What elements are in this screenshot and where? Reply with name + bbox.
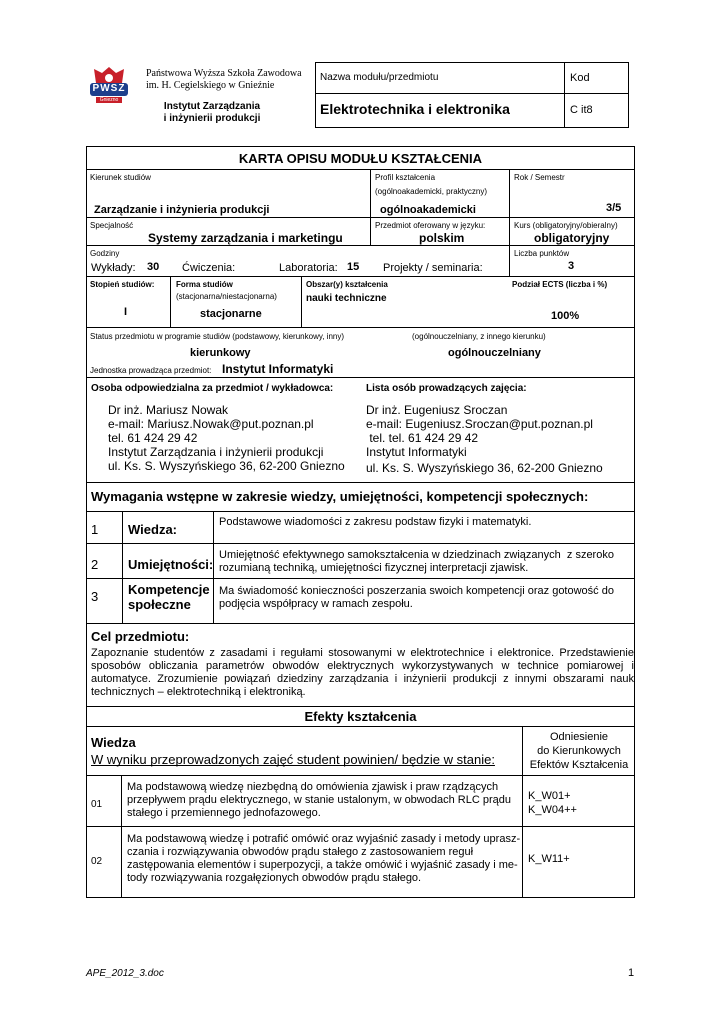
logo-subtext: Gniezno <box>99 97 119 103</box>
goal-line: automatyce. Zrozumienie powiązań dziedziny zarządzania i inżynierii produkcji z innymi obszarami nauk <box>91 673 634 685</box>
knowledge-intro <box>91 752 495 767</box>
responsible-institute: Instytut Zarządzania i inżynierii produkcji <box>108 445 324 459</box>
lectures-label: Wykłady: <box>91 262 136 274</box>
effects-title: Efekty kształcenia <box>304 709 417 724</box>
effect-line: Ma podstawową wiedzę niezbędną do omówienia zjawisk i praw rządzących <box>127 781 499 793</box>
responsible-phone: tel. 61 424 29 42 <box>108 431 198 445</box>
goal-title: Cel przedmiotu: <box>91 629 190 644</box>
requirement-text-line: rozumianą techniką, umiejętności fizycznej interpretacji zjawisk. <box>219 562 529 574</box>
area-label: Obszar(y) kształcenia <box>306 280 388 289</box>
profile-label-line1: Profil kształcenia <box>375 173 436 182</box>
effect-number: 02 <box>91 856 103 867</box>
teacher-email: e-mail: Eugeniusz.Sroczan@put.poznan.pl <box>366 417 593 431</box>
effect-text <box>127 781 511 820</box>
course-type-label: Kurs (obligatoryjny/obieralny) <box>514 221 618 230</box>
school-logo <box>86 63 132 105</box>
effect-number: 01 <box>91 799 103 810</box>
module-name: Elektrotechnika i elektronika <box>320 101 510 117</box>
goal-text <box>91 647 634 699</box>
degree-label: Stopień studiów: <box>90 280 155 289</box>
status-label: Status przedmiotu w programie studiów (podstawowy, kierunkowy, inny) <box>90 332 345 341</box>
study-form-label: Forma studiów <box>176 280 233 289</box>
study-form-value: stacjonarne <box>200 308 262 320</box>
ects-value: 100% <box>551 310 580 322</box>
knowledge-label: Wiedza <box>91 735 136 750</box>
points-value: 3 <box>568 260 575 272</box>
profile-label-line2: (ogólnoakademicki, praktyczny) <box>375 187 488 196</box>
hours-label: Godziny <box>90 249 120 258</box>
effect-line: zastępowania elementów i superpozycji, a także omówić i wyjaśnić zasady i me- <box>127 859 518 871</box>
effect-ref: K_W01+ <box>528 790 571 802</box>
module-code: C it8 <box>570 104 593 116</box>
teacher-details <box>366 403 603 475</box>
effect-refs <box>528 853 570 865</box>
knowledge-intro-text: W wyniku przeprowadzonych zajęć student powinien/ będzie w stanie: <box>91 752 495 767</box>
effect-text <box>127 833 520 885</box>
field-of-study-value: Zarządzanie i inżynieria produkcji <box>94 204 270 216</box>
requirement-label: Kompetencje <box>128 582 210 597</box>
responsible-email: e-mail: Mariusz.Nowak@put.poznan.pl <box>108 417 314 431</box>
requirements-title: Wymagania wstępne w zakresie wiedzy, umiejętności, kompetencji społecznych: <box>91 489 589 504</box>
institute-line2: i inżynierii produkcji <box>163 113 261 124</box>
lectures-value: 30 <box>147 261 160 273</box>
requirement-label: Umiejętności: <box>128 557 214 572</box>
teacher-address: ul. Ks. S. Wyszyńskiego 36, 62-200 Gniezno <box>366 461 603 475</box>
exercises-label: Ćwiczenia: <box>182 262 236 274</box>
lab-label: Laboratoria: <box>279 262 338 274</box>
goal-line: Zapoznanie studentów z zasadami i regułami stosowanymi w elektrotechnice i elektronice. Przedstawienie <box>91 647 634 659</box>
area-value: nauki techniczne <box>306 293 387 304</box>
teacher-institute: Instytut Informatyki <box>366 445 467 459</box>
unit-value: Instytut Informatyki <box>222 362 334 376</box>
requirement-number: 1 <box>91 522 99 537</box>
ects-label: Podział ECTS (liczba i %) <box>512 280 608 289</box>
goal-line: sposobów obliczania parametrów obwodów elektrycznych wykorzystywanych w technice pomiarowej i <box>91 660 634 672</box>
language-value: polskim <box>419 231 465 245</box>
specialization-label: Specjalność <box>90 221 134 230</box>
requirement-label: społeczne <box>128 597 191 612</box>
effect-refs <box>528 789 577 817</box>
requirement-number: 2 <box>91 557 99 572</box>
requirement-text-line: podjęcia współpracy w ramach zespołu. <box>219 598 413 610</box>
year-semester-label: Rok / Semestr <box>514 173 565 182</box>
unit-label: Jednostka prowadząca przedmiot: <box>90 366 212 375</box>
effect-line: stałego i przemiennego jednofazowego. <box>127 807 321 819</box>
reference-header-line: do Kierunkowych <box>537 745 621 757</box>
code-label: Kod <box>570 72 590 84</box>
reference-header-line: Odniesienie <box>549 731 609 743</box>
responsible-name: Dr inż. Mariusz Nowak <box>108 403 229 417</box>
logo-text: PWSZ <box>92 83 126 94</box>
institute-line1: Instytut Zarządzania <box>163 101 261 112</box>
lab-value: 15 <box>347 261 360 273</box>
teacher-name: Dr inż. Eugeniusz Sroczan <box>366 403 508 417</box>
teachers-label: Lista osób prowadzących zajęcia: <box>366 383 527 394</box>
responsible-label: Osoba odpowiedzialna za przedmiot / wykładowca: <box>91 383 334 394</box>
effect-line: czania i rozwiązywania obwodów prądu stałego z zastosowaniem reguł <box>127 846 474 858</box>
study-form-sublabel: (stacjonarna/niestacjonarna) <box>176 292 277 301</box>
requirement-number: 3 <box>91 589 99 604</box>
module-name-label: Nazwa modułu/przedmiotu <box>320 72 439 83</box>
status-value: kierunkowy <box>190 347 251 359</box>
course-type-value: obligatoryjny <box>534 231 610 245</box>
footer-page-number: 1 <box>628 967 635 979</box>
requirement-text-line: Umiejętność efektywnego samokształcenia w dziedzinach związanych z szeroko <box>219 549 614 561</box>
teacher-phone: tel. tel. 61 424 29 42 <box>366 431 479 445</box>
footer-filename: APE_2012_3.doc <box>86 968 164 979</box>
requirement-label: Wiedza: <box>128 522 177 537</box>
goal-line: technicznych – elektrotechniką i elektroniką. <box>91 686 306 698</box>
effect-ref: K_W04++ <box>528 804 577 816</box>
card-title: KARTA OPISU MODUŁU KSZTAŁCENIA <box>238 151 483 166</box>
school-name-line2: im. H. Cegielskiego w Gnieźnie <box>146 80 275 91</box>
effect-line: Ma podstawową wiedzę i potrafić omówić oraz wyjaśnić zasady i metody uprasz- <box>127 833 521 845</box>
school-name-line1: Państwowa Wyższa Szkoła Zawodowa <box>146 68 302 79</box>
field-of-study-label: Kierunek studiów <box>90 173 151 182</box>
degree-value: I <box>124 306 128 318</box>
status-value-2: ogólnouczelniany <box>448 347 541 359</box>
effect-ref: K_W11+ <box>528 853 570 865</box>
language-label: Przedmiot oferowany w języku: <box>375 221 486 230</box>
points-label: Liczba punktów <box>514 249 570 258</box>
reference-header <box>523 730 635 772</box>
projects-label: Projekty / seminaria: <box>383 262 483 274</box>
responsible-person-details <box>108 403 345 473</box>
effect-line: tody rozwiązywania rozgałęzionych obwodów prądu stałego. <box>127 872 422 884</box>
status-label-2: (ogólnouczelniany, z innego kierunku) <box>412 332 546 341</box>
responsible-address: ul. Ks. S. Wyszyńskiego 36, 62-200 Gniezno <box>108 459 345 473</box>
year-semester-value: 3/5 <box>606 202 622 214</box>
specialization-value: Systemy zarządzania i marketingu <box>148 231 343 245</box>
effect-line: przepływem prądu elektrycznego, w stanie ustalonym, w obwodach RLC prądu <box>127 794 511 806</box>
profile-value: ogólnoakademicki <box>380 204 476 216</box>
requirement-text: Podstawowe wiadomości z zakresu podstaw fizyki i matematyki. <box>219 516 532 528</box>
requirement-text-line: Ma świadomość konieczności poszerzania swoich kompetencji oraz gotowość do <box>219 585 614 597</box>
reference-header-line: Efektów Kształcenia <box>529 759 629 771</box>
